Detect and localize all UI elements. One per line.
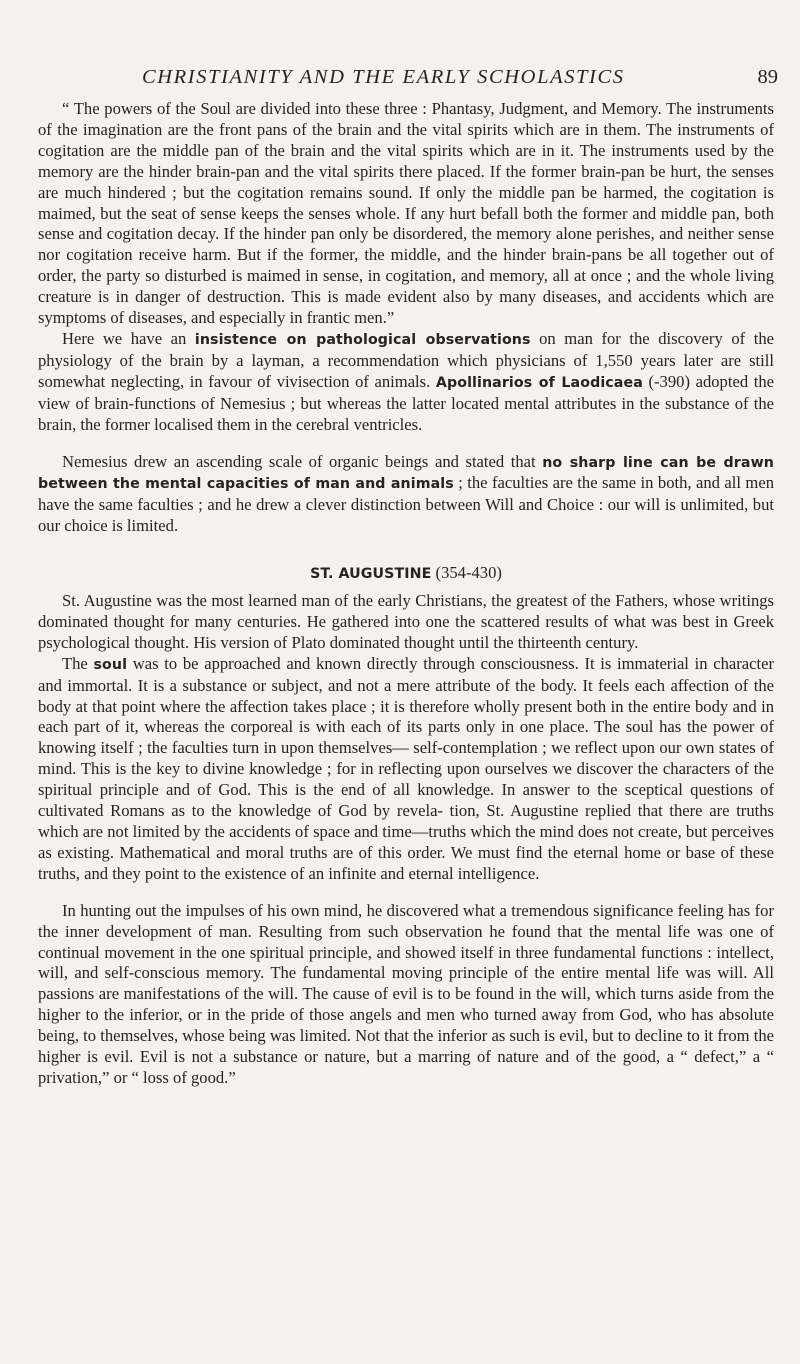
paragraph-pathological-observations (38, 329, 774, 436)
text-run: ; the faculties are the same in both, and all men have the same faculties ; and he drew a clever distinction between Will and Choice : our will is unlimited, but our choice is limited. (38, 473, 774, 536)
text-run: was to be approached and known directly through consciousness. It is immaterial in character and immortal. It is a substance or subject, and not a mere attribute of the body. It feels each affection of the body at that point where the affection takes place ; it is therefore wholly present both in the entire body and in each part of it, whereas the corporeal is with each of its parts only in one place. The soul has the power of knowing itself ; the faculties turn in upon themselves— self-contemplation ; we reflect upon our own states of mind. This is the key to divine knowledge ; for in reflecting upon ourselves we discover the characters of the spiritual principle and of God. This is the end of all knowledge. In answer to the sceptical questions of cultivated Romans as to the knowledge of God by revela- tion, St. Augustine replied that there are truths which are not limited by the accidents of space and time—truths which the mind does not create, but perceives as existing. Mathematical and moral truths are of this order. We must find the eternal home or base of these truths, and they point to the existence of an infinite and eternal intelligence. (38, 653, 775, 883)
paragraph-impulses-will: In hunting out the impulses of his own mind, he discovered what a tremendous significance feeling has for the inner development of man. Resulting from such observation he found that the mental life was one of continual movement in the one spiritual principle, and showed itself in three fundamental functions : intellect, will, and self-conscious memory. The fundamental moving principle of the entire mental life was will. All passions are manifestations of the will. The cause of evil is to be found in the will, which turns aside from the higher to the inferior, or in the pride of those angels and men who turned away from God, who has absolute being, to themselves, whose being was limited. Not that the inferior as such is evil, but to decline to it from the higher is evil. Evil is not a substance or nature, but a marring of nature and of the good, a “ defect,” a “ privation,” or “ loss of good.” (38, 900, 774, 1087)
emphasis-no-sharp-line: no sharp line can be drawn between the mental capacities of man and animals (38, 454, 774, 493)
chapter-title: CHRISTIANITY AND THE EARLY SCHOLASTICS (142, 66, 625, 88)
running-head (142, 66, 778, 96)
text-run: Here we have an (62, 328, 195, 348)
text-run: Nemesius drew an ascending scale of organic beings and stated that (62, 451, 543, 471)
emphasis-soul: soul (93, 656, 128, 673)
section-heading-dates: (354-430) (431, 563, 502, 583)
text-run: on man for the discovery of the physiology of the brain by a layman, a recommendation which physicians of 1,550 years later are still somewhat neglecting, in favour of vivisection of animals. (38, 328, 774, 391)
body-text (38, 99, 774, 1089)
paragraph-augustine-intro: St. Augustine was the most learned man of the early Christians, the greatest of the Fathers, whose writings dominated thought for many centuries. He gathered into one the scattered results of what was best in Greek psychological thought. His version of Plato dominated thought until the thirteenth century. (38, 591, 774, 652)
section-heading-name: ST. AUGUSTINE (310, 566, 432, 583)
emphasis-pathological-observations: insistence on pathological observations (194, 331, 531, 348)
page-number: 89 (757, 66, 778, 88)
paragraph-ascending-scale (38, 452, 774, 538)
text-run: (-390) adopted the view of brain-functions of Nemesius ; but whereas the latter located mental attributes in the substance of the brain, the former localised them in the cerebral ventricles. (38, 371, 774, 434)
paragraph-gap (38, 885, 774, 901)
paragraph-gap (38, 436, 774, 452)
section-heading-st-augustine (38, 563, 774, 585)
emphasis-apollinarios: Apollinarios of Laodicaea (435, 374, 643, 391)
paragraph-soul (38, 654, 774, 885)
text-run: The (62, 653, 94, 673)
paragraph-nemesius-quote: “ The powers of the Soul are divided into these three : Phantasy, Judgment, and Memory. The instruments of the imagination are the front pans of the brain and the vital spirits which are in them. The instruments of cogitation are the middle pan of the brain and the vital spirits which are in it. The instruments used by the memory are the hinder brain-pan and the vital spirits there placed. If the former brain-pan be hurt, the senses are much hindered ; but the cogitation remains sound. If only the middle pan be harmed, the cogitation is maimed, but the seat of sense keeps the senses whole. If any hurt befall both the former and middle pan, both sense and cogitation decay. If the hinder pan only be disordered, the memory alone perishes, and neither sense nor cogitation receive harm. But if the former, the middle, and the hinder brain-pans be all together out of order, the party so disturbed is maimed in sense, in cogitation, and memory, all at once ; and the whole living creature is in danger of destruction. This is made evident also by many diseases, and accidents which are symptoms of diseases, and especially in frantic men.” (38, 99, 774, 328)
